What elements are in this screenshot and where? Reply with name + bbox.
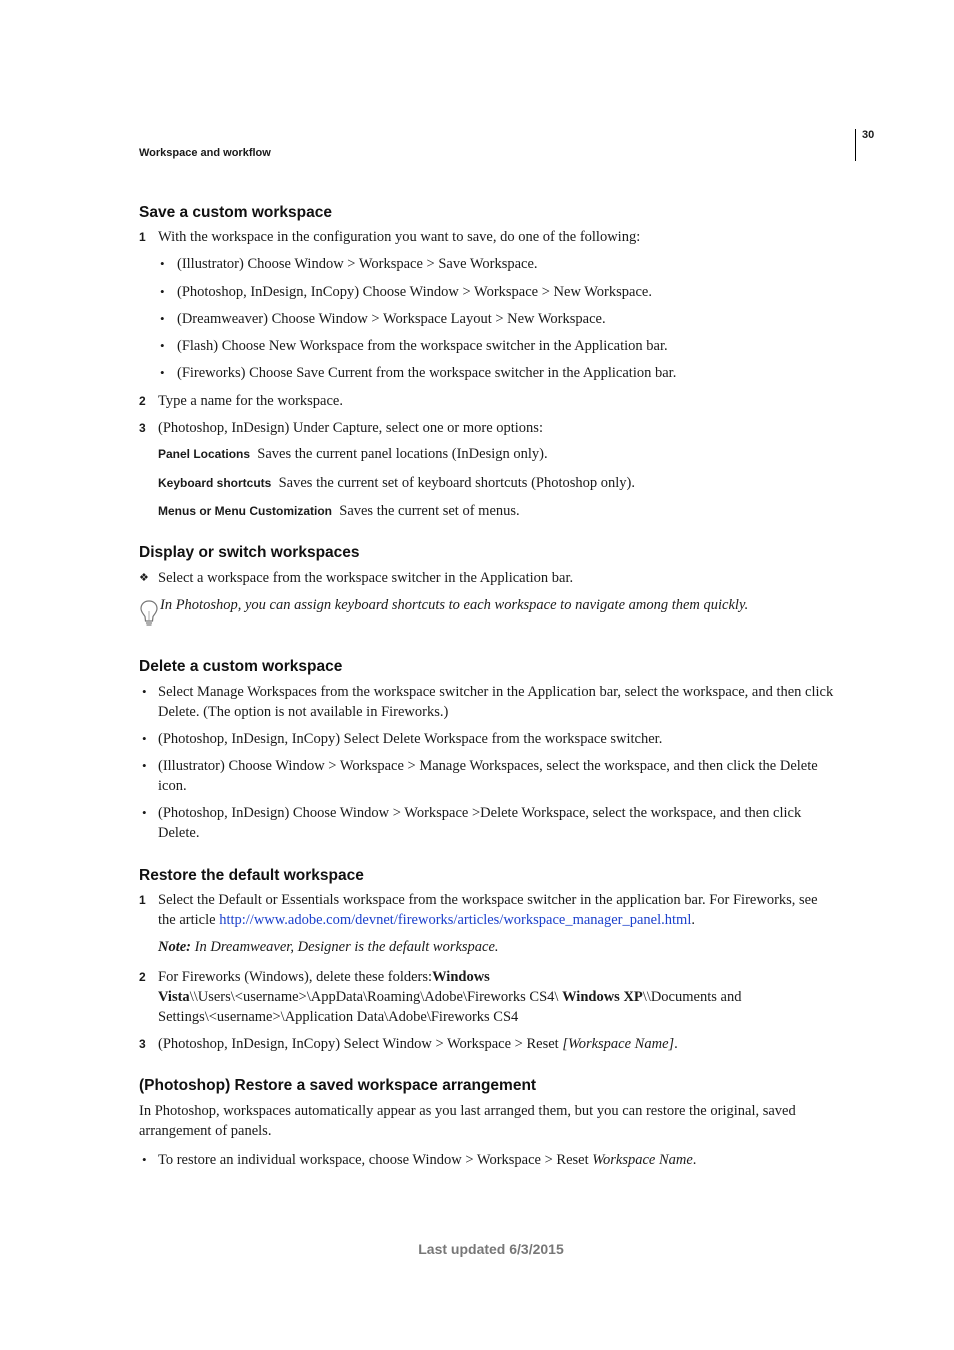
step-text-prefix: the article — [158, 912, 220, 928]
step-number: 1 — [139, 230, 146, 244]
option-desc: Saves the current set of menus. — [339, 503, 520, 519]
option-item — [158, 473, 635, 493]
list-item: Select Manage Workspaces from the workspace switcher in the Application bar, select the workspace, and then click — [158, 684, 834, 700]
bullet-marker: • — [142, 1152, 147, 1167]
option-item — [158, 444, 548, 464]
bullet-marker: • — [160, 311, 165, 326]
option-item — [158, 501, 520, 521]
list-item: (Photoshop, InDesign, InCopy) Select Delete Workspace from the workspace switcher. — [158, 731, 663, 747]
note-label: Note: — [158, 939, 192, 955]
list-item: (Photoshop, InDesign, InCopy) Choose Window > Workspace > New Workspace. — [177, 284, 652, 300]
footer-last-updated: Last updated 6/3/2015 — [418, 1241, 564, 1257]
step-number: 1 — [139, 893, 146, 907]
step-number: 3 — [139, 1037, 146, 1051]
step-text-suffix: . — [691, 912, 695, 928]
heading-display-switch-workspaces: Display or switch workspaces — [139, 544, 360, 561]
diamond-bullet-icon: ❖ — [139, 572, 149, 584]
step-text: Type a name for the workspace. — [158, 393, 343, 409]
folder-path: \\Documents and — [642, 989, 742, 1005]
article-link[interactable]: http://www.adobe.com/devnet/fireworks/articles/workspace_manager_panel.html — [219, 912, 692, 928]
list-item: (Photoshop, InDesign) Choose Window > Workspace >Delete Workspace, select the workspace, and then click — [158, 805, 802, 821]
step-text — [158, 1034, 678, 1054]
step-text-suffix: . — [674, 1036, 678, 1052]
bullet-marker: • — [160, 338, 165, 353]
list-item-prefix: To restore an individual workspace, choose Window > Workspace > Reset — [158, 1152, 593, 1168]
os-name: Vista — [158, 989, 190, 1005]
paragraph: In Photoshop, workspaces automatically appear as you last arranged them, but you can restore the original, saved — [139, 1103, 796, 1119]
bullet-marker: • — [160, 256, 165, 271]
list-item: (Flash) Choose New Workspace from the workspace switcher in the Application bar. — [177, 338, 668, 354]
step-text-prefix: For Fireworks (Windows), delete these folders: — [158, 969, 433, 985]
tip-text: In Photoshop, you can assign keyboard shortcuts to each workspace to navigate among them quickly. — [160, 597, 749, 613]
heading-restore-default-workspace: Restore the default workspace — [139, 867, 364, 884]
option-term: Menus or Menu Customization — [158, 504, 332, 518]
bullet-marker: • — [142, 805, 147, 820]
option-term: Panel Locations — [158, 447, 251, 461]
step-number: 3 — [139, 421, 146, 435]
list-item: Delete. (The option is not available in Fireworks.) — [158, 704, 449, 720]
note — [158, 937, 499, 957]
list-item: (Dreamweaver) Choose Window > Workspace Layout > New Workspace. — [177, 311, 606, 327]
step-text — [158, 987, 741, 1007]
os-name: Windows — [432, 969, 490, 985]
instruction-text: Select a workspace from the workspace switcher in the Application bar. — [158, 570, 574, 586]
step-text — [158, 967, 490, 987]
step-text: Select the Default or Essentials workspace from the workspace switcher in the application bar. For Fireworks, see — [158, 892, 818, 908]
step-text: (Photoshop, InDesign) Under Capture, select one or more options: — [158, 420, 543, 436]
lightbulb-icon — [139, 599, 159, 629]
step-number: 2 — [139, 394, 146, 408]
heading-delete-custom-workspace: Delete a custom workspace — [139, 658, 343, 675]
list-item: Delete. — [158, 825, 200, 841]
bullet-marker: • — [142, 758, 147, 773]
list-item: (Illustrator) Choose Window > Workspace > Manage Workspaces, select the workspace, and then click the Delete — [158, 758, 818, 774]
option-desc: Saves the current set of keyboard shortcuts (Photoshop only). — [278, 475, 635, 491]
placeholder-name: Workspace Name — [592, 1152, 693, 1168]
option-term: Keyboard shortcuts — [158, 476, 272, 490]
note-text: In Dreamweaver, Designer is the default workspace. — [191, 939, 499, 955]
step-text — [158, 910, 695, 930]
bullet-marker: • — [160, 365, 165, 380]
os-name: Windows XP — [562, 989, 643, 1005]
paragraph: arrangement of panels. — [139, 1123, 272, 1139]
header-divider — [855, 129, 856, 161]
step-text: With the workspace in the configuration you want to save, do one of the following: — [158, 229, 641, 245]
list-item — [158, 1150, 696, 1170]
option-desc: Saves the current panel locations (InDesign only). — [257, 446, 548, 462]
page-number: 30 — [862, 129, 875, 141]
list-item: (Illustrator) Choose Window > Workspace > Save Workspace. — [177, 256, 538, 272]
bullet-marker: • — [142, 684, 147, 699]
bullet-marker: • — [160, 284, 165, 299]
step-number: 2 — [139, 970, 146, 984]
folder-path: \\Users\<username>\AppData\Roaming\Adobe\Fireworks CS4\ — [189, 989, 563, 1005]
list-item-suffix: . — [692, 1152, 697, 1168]
placeholder-name: [Workspace Name] — [562, 1036, 675, 1052]
heading-restore-saved-arrangement: (Photoshop) Restore a saved workspace arrangement — [139, 1077, 537, 1094]
running-head: Workspace and workflow — [139, 147, 271, 159]
list-item: (Fireworks) Choose Save Current from the workspace switcher in the Application bar. — [177, 365, 677, 381]
step-text-prefix: (Photoshop, InDesign, InCopy) Select Window > Workspace > Reset — [158, 1036, 563, 1052]
bullet-marker: • — [142, 731, 147, 746]
heading-save-custom-workspace: Save a custom workspace — [139, 204, 332, 221]
list-item: icon. — [158, 778, 187, 794]
folder-path: Settings\<username>\Application Data\Adobe\Fireworks CS4 — [158, 1009, 519, 1025]
